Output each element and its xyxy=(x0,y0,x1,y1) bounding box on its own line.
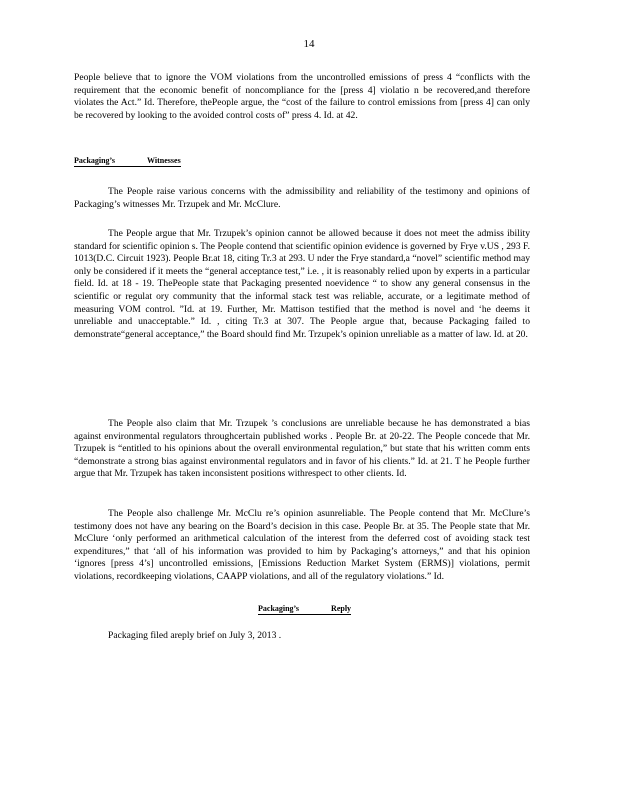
heading-packaging-witnesses xyxy=(74,156,181,167)
paragraph-mcclure-challenge: The People also challenge Mr. McClu re’s opinion asunreliable. The People contend that Mr. McClure’s testimony does not have any bearing on the Board’s decision in this case. People Br. at 35. The People state that Mr. McClure ‘only performed an arithmetical calculation of the interest from the deferred cost of avoiding stack test expenditures,” that ‘all of his information was provided to him by Packaging’s attorneys,” and that his opinion ‘ignores [press 4’s] uncontrolled emissions, [Emissions Reduction Market System (ERMS)] violations, permit violations, recordkeeping violations, CAAPP violations, and all of the regulatory violations.” Id. xyxy=(74,508,530,582)
paragraph-vom-violations: People believe that to ignore the VOM violations from the uncontrolled emissions of press 4 “conflicts with the requirement that the economic benefit of noncompliance for the [press 4] violatio n be recovered,and therefore violates the Act.” Id. Therefore, thePeople argue, the “cost of the failure to control emissions from [press 4] can only be recovered by looking to the avoided control costs of” press 4. Id. at 42. xyxy=(74,72,530,121)
heading-reply-part2: Reply xyxy=(331,604,352,613)
heading-witnesses-part2: Witnesses xyxy=(147,156,181,165)
heading-witnesses-part1: Packaging’s xyxy=(74,156,116,165)
paragraph-trzupek-bias: The People also claim that Mr. Trzupek ’s conclusions are unreliable because he has demonstrated a bias against environmental regulators throughcertain published works . People Br. at 20-22. The People concede that Mr. Trzupek is “entitled to his opinions about the overall environmental regulation,” but state that his written comm ents “demonstrate a strong bias against environmental regulators and in favor of his clients.” Id. at 21. T he People further argue that Mr. Trzupek has taken inconsistent positions withrespect to other clients. Id. xyxy=(74,418,530,480)
heading-reply-part1: Packaging’s xyxy=(258,604,300,613)
paragraph-witness-concerns: The People raise various concerns with the admissibility and reliability of the testimony and opinions of Packaging’s witnesses Mr. Trzupek and Mr. McClure. xyxy=(74,186,530,210)
page-number: 14 xyxy=(303,38,315,50)
heading-packaging-reply xyxy=(258,604,351,615)
paragraph-reply-brief: Packaging filed areply brief on July 3, 2013 . xyxy=(108,630,282,641)
paragraph-trzupek-admissibility: The People argue that Mr. Trzupek’s opinion cannot be allowed because it does not meet the admiss ibility standard for scientific opinion s. The People contend that scientific opinion evidence is governed by Frye v.US , 293 F. 1013(D.C. Circuit 1923). People Br.at 18, citing Tr.3 at 293. U nder the Frye standard,a “novel” scientific method may only be considered if it meets the “general acceptance test,” i.e. , it is reasonably relied upon by experts in a particular field. Id. at 18 - 19. ThePeople state that Packaging presented noevidence “ to show any general consensus in the scientific or regulat ory community that the informal stack test was reliable, accurate, or a legitimate method of measuring VOM control. ”Id. at 19. Further, Mr. Mattison testified that the method is novel and ‘he deems it unreliable and unacceptable.” Id. , citing Tr.3 at 307. The People argue that, because Packaging failed to demonstrate“general acceptance,” the Board should find Mr. Trzupek’s opinion unreliable as a matter of law. Id. at 20. xyxy=(74,228,530,340)
